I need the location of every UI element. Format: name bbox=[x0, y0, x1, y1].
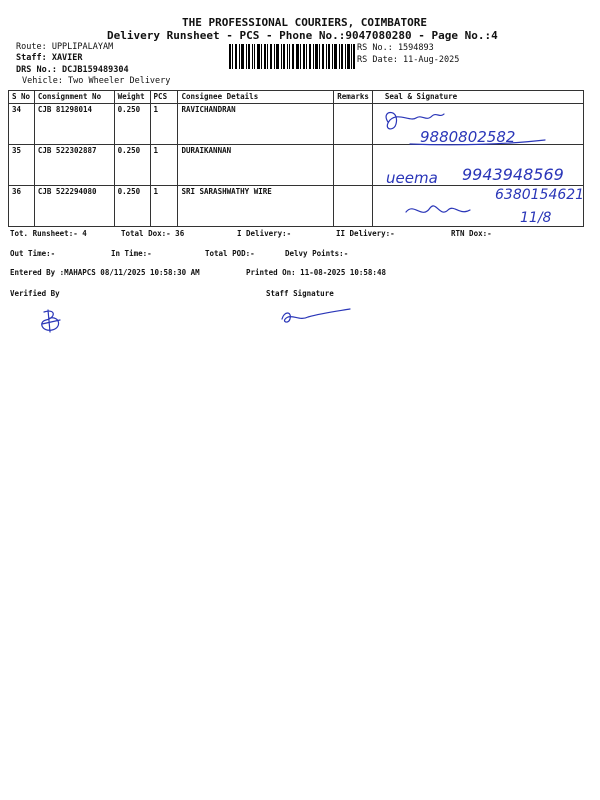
tot-runsheet: Tot. Runsheet:- 4 bbox=[10, 229, 87, 238]
row-consignee: SRI SARASHWATHY WIRE bbox=[178, 186, 334, 227]
drs-label: DRS No.: DCJB159489304 bbox=[16, 65, 129, 75]
col-consignment: Consignment No bbox=[34, 91, 114, 104]
row-pcs: 1 bbox=[150, 145, 178, 186]
row-remarks bbox=[334, 104, 373, 145]
col-pcs: PCS bbox=[150, 91, 178, 104]
ii-delivery: II Delivery:- bbox=[336, 229, 395, 238]
row-sno: 34 bbox=[9, 104, 35, 145]
total-pod: Total POD:- bbox=[205, 249, 255, 258]
row2-handwritten-name: ueema bbox=[386, 169, 438, 187]
col-signature: Seal & Signature bbox=[372, 91, 583, 104]
row1-handwritten-phone: 9880802582 bbox=[420, 128, 516, 146]
row-remarks bbox=[334, 186, 373, 227]
row-sno: 35 bbox=[9, 145, 35, 186]
staff-label: Staff: XAVIER bbox=[16, 53, 83, 63]
delvy-points: Delvy Points:- bbox=[285, 249, 349, 258]
out-time: Out Time:- bbox=[10, 249, 56, 258]
i-delivery: I Delivery:- bbox=[237, 229, 292, 238]
row-weight: 0.250 bbox=[114, 145, 150, 186]
col-sno: S No bbox=[9, 91, 35, 104]
row-weight: 0.250 bbox=[114, 104, 150, 145]
rs-date: RS Date: 11-Aug-2025 bbox=[357, 55, 460, 65]
in-time: In Time:- bbox=[111, 249, 152, 258]
vehicle-label: Vehicle: Two Wheeler Delivery bbox=[22, 76, 171, 86]
row-consignee: DURAIKANNAN bbox=[178, 145, 334, 186]
runsheet-title: Delivery Runsheet - PCS - Phone No.:9047080280 - Page No.:4 bbox=[107, 29, 498, 42]
verified-by-signature bbox=[36, 306, 68, 336]
row3-signature-scribble bbox=[406, 206, 470, 212]
row3-handwritten-phone: 6380154621 bbox=[495, 187, 585, 203]
row-consignment: CJB 81298014 bbox=[34, 104, 114, 145]
row-consignee: RAVICHANDRAN bbox=[178, 104, 334, 145]
handwritten-signatures bbox=[370, 100, 600, 235]
row-weight: 0.250 bbox=[114, 186, 150, 227]
row3-handwritten-date: 11/8 bbox=[520, 210, 552, 226]
col-remarks: Remarks bbox=[334, 91, 373, 104]
verified-by-label: Verified By bbox=[10, 289, 60, 298]
row2-handwritten-phone: 9943948569 bbox=[462, 165, 564, 184]
route-label: Route: UPPLIPALAYAM bbox=[16, 42, 114, 52]
total-dox: Total Dox:- 36 bbox=[121, 229, 185, 238]
rs-number: RS No.: 1594893 bbox=[357, 43, 434, 53]
row-consignment: CJB 522294080 bbox=[34, 186, 114, 227]
row-pcs: 1 bbox=[150, 186, 178, 227]
row-remarks bbox=[334, 145, 373, 186]
row-consignment: CJB 522302887 bbox=[34, 145, 114, 186]
staff-signature-scribble bbox=[278, 305, 353, 327]
col-consignee: Consignee Details bbox=[178, 91, 334, 104]
row-sno: 36 bbox=[9, 186, 35, 227]
row-pcs: 1 bbox=[150, 104, 178, 145]
printed-on: Printed On: 11-08-2025 10:58:48 bbox=[246, 268, 386, 277]
barcode-image bbox=[229, 44, 355, 69]
rtn-dox: RTN Dox:- bbox=[451, 229, 492, 238]
row1-signature-scribble bbox=[386, 113, 444, 129]
company-title: THE PROFESSIONAL COURIERS, COIMBATORE bbox=[182, 16, 428, 29]
entered-by: Entered By :MAHAPCS 08/11/2025 10:58:30 AM bbox=[10, 268, 200, 277]
col-weight: Weight bbox=[114, 91, 150, 104]
staff-signature-label: Staff Signature bbox=[266, 289, 334, 298]
